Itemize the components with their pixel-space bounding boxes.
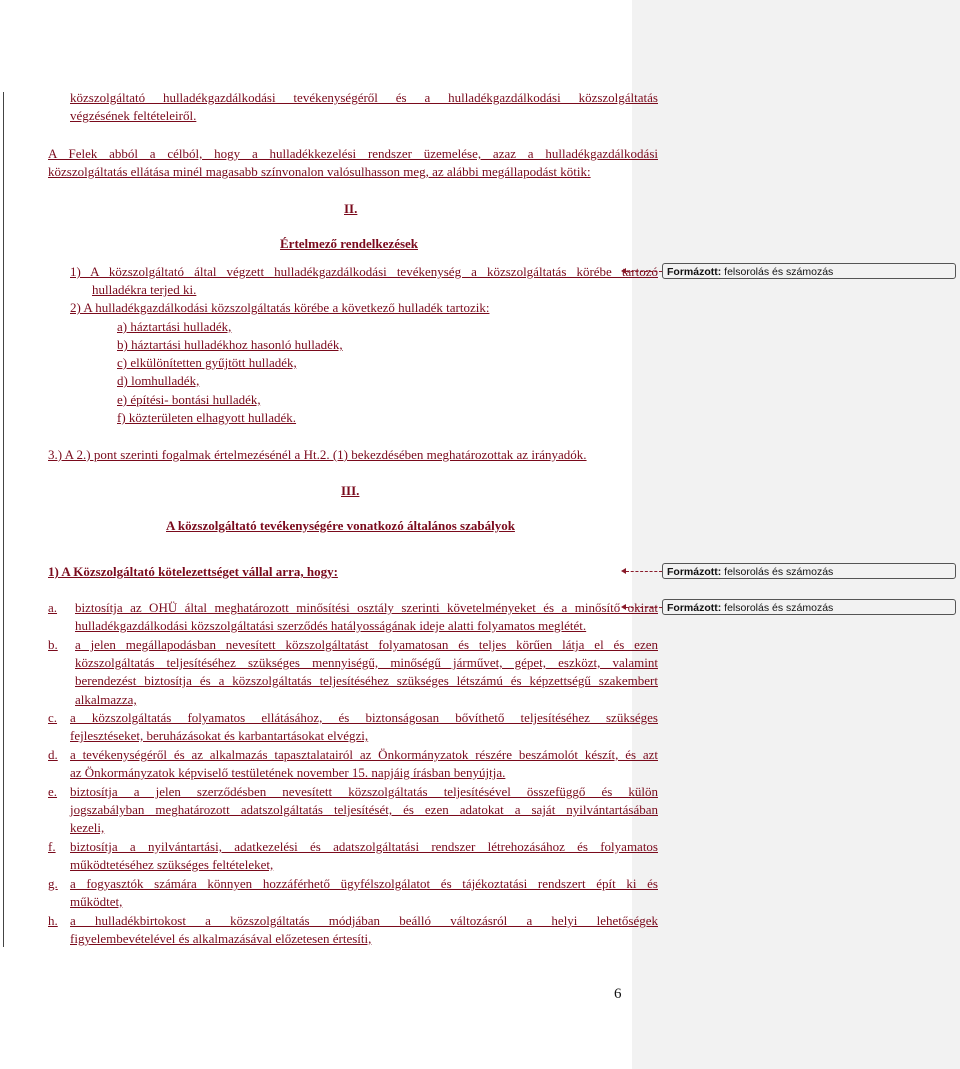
waste-type-f: f) közterületen elhagyott hulladék. xyxy=(117,410,297,425)
intro-paragraph-line-1: A Felek abból a célból, hogy a hulladékkezelési rendszer üzemelése, azaz a hulladékgazdálkodási xyxy=(48,146,658,161)
comment-margin xyxy=(632,0,960,1069)
obligation-b-line-2: közszolgáltatás teljesítéséhez szükséges mennyiségű, minőségű járművet, gépet, eszközt, valamint xyxy=(75,655,658,670)
definition-item-2: 2) A hulladékgazdálkodási közszolgáltatás körébe a következő hulladék tartozik: xyxy=(70,300,490,315)
format-comment-balloon[interactable] xyxy=(662,263,956,279)
obligation-c-line-1: a közszolgáltatás folyamatos ellátásához, és biztonságosan bővíthető teljesítéséhez szükséges xyxy=(70,710,658,725)
definition-item-1-line-2: hulladékra terjed ki. xyxy=(92,282,197,297)
section-2-title: Értelmező rendelkezések xyxy=(280,236,419,251)
obligation-g-letter: g. xyxy=(48,876,58,891)
comment-label: Formázott: xyxy=(667,602,722,614)
obligation-e-line-3: kezeli, xyxy=(70,820,105,835)
obligation-c-letter: c. xyxy=(48,710,58,725)
obligation-h-letter: h. xyxy=(48,913,58,928)
obligation-e-line-1: biztosítja a jelen szerződésben nevesített közszolgáltatás teljesítésével összefüggő és külön xyxy=(70,784,658,799)
comment-connector xyxy=(626,607,662,608)
obligation-g-line-2: működtet, xyxy=(70,894,123,909)
waste-type-d: d) lomhulladék, xyxy=(117,373,200,388)
comment-label: Formázott: xyxy=(667,266,722,278)
intro-line-2: végzésének feltételeiről. xyxy=(70,108,197,123)
obligation-b-line-4: alkalmazza, xyxy=(75,692,137,707)
comment-text: felsorolás és számozás xyxy=(724,602,834,614)
obligation-f-line-2: működtetéséhez szükséges feltételeket, xyxy=(70,857,274,872)
waste-type-c: c) elkülönítetten gyűjtött hulladék, xyxy=(117,355,297,370)
connector-arrow-icon xyxy=(621,268,626,274)
comment-connector xyxy=(626,571,662,572)
intro-line-1: közszolgáltató hulladékgazdálkodási tevékenységéről és a hulladékgazdálkodási közszolgáltatás xyxy=(70,90,658,105)
intro-paragraph-line-2: közszolgáltatás ellátása minél magasabb színvonalon valósulhasson meg, az alábbi megállapodást kötik: xyxy=(48,164,591,179)
obligation-g-line-1: a fogyasztók számára könnyen hozzáférhető ügyfélszolgálatot és tájékoztatási rendszert épít ki és xyxy=(70,876,658,891)
obligation-a-line-1: biztosítja az OHÜ által meghatározott minősítési osztály szerinti követelményeket és a minősítő okirat xyxy=(75,600,658,615)
obligation-d-line-2: az Önkormányzatok képviselő testületének november 15. napjáig írásban benyújtja. xyxy=(70,765,506,780)
page-number: 6 xyxy=(614,986,622,1002)
definition-item-3: 3.) A 2.) pont szerinti fogalmak értelmezésénél a Ht.2. (1) bekezdésében meghatározottak az irányadók. xyxy=(48,447,587,462)
obligation-f-letter: f. xyxy=(48,839,56,854)
connector-arrow-icon xyxy=(621,604,626,610)
section-3-title: A közszolgáltató tevékenységére vonatkozó általános szabályok xyxy=(166,518,515,533)
revision-bar xyxy=(3,92,4,947)
obligation-h-line-2: figyelembevételével és alkalmazásával előzetesen értesíti, xyxy=(70,931,372,946)
comment-text: felsorolás és számozás xyxy=(724,566,834,578)
obligation-d-letter: d. xyxy=(48,747,58,762)
waste-type-e: e) építési- bontási hulladék, xyxy=(117,392,261,407)
obligation-b-line-3: berendezést biztosítja és a közszolgáltatás teljesítéséhez szükséges létszámú és képzettségű szakembert xyxy=(75,673,658,688)
obligation-c-line-2: fejlesztéseket, beruházásokat és karbantartásokat elvégzi, xyxy=(70,728,369,743)
comment-connector xyxy=(626,271,662,272)
format-comment-balloon[interactable] xyxy=(662,599,956,615)
obligation-f-line-1: biztosítja a nyilvántartási, adatkezelési és adatszolgáltatási rendszer létrehozásához és folyamatos xyxy=(70,839,658,854)
definition-item-1-line-1: 1) A közszolgáltató által végzett hulladékgazdálkodási tevékenység a közszolgáltatás körébe tartozó xyxy=(70,264,658,279)
obligation-a-line-2: hulladékgazdálkodási közszolgáltatási szerződés hatályosságának ideje alatti folyamatos meglétét. xyxy=(75,618,587,633)
waste-type-a: a) háztartási hulladék, xyxy=(117,319,232,334)
obligation-h-line-1: a hulladékbirtokost a közszolgáltatás módjában beálló változásról a helyi lehetőségek xyxy=(70,913,658,928)
obligation-b-letter: b. xyxy=(48,637,58,652)
comment-label: Formázott: xyxy=(667,566,722,578)
connector-arrow-icon xyxy=(621,568,626,574)
waste-type-b: b) háztartási hulladékhoz hasonló hulladék, xyxy=(117,337,343,352)
obligation-d-line-1: a tevékenységéről és az alkalmazás tapasztalatairól az Önkormányzatok részére beszámolót készít, és azt xyxy=(70,747,658,762)
obligation-a-letter: a. xyxy=(48,600,58,615)
obligation-b-line-1: a jelen megállapodásban nevesített közszolgáltatást folyamatosan és teljes körűen látja el és ezen xyxy=(75,637,658,652)
format-comment-balloon[interactable] xyxy=(662,563,956,579)
obligation-e-line-2: jogszabályban meghatározott adatszolgáltatás teljesítését, és ezen adatokat a saját nyilvántartásában xyxy=(70,802,658,817)
section-2-number: II. xyxy=(344,201,358,216)
comment-text: felsorolás és számozás xyxy=(724,266,834,278)
section-3-number: III. xyxy=(341,483,360,498)
obligation-e-letter: e. xyxy=(48,784,58,799)
obligations-heading: 1) A Közszolgáltató kötelezettséget vállal arra, hogy: xyxy=(48,564,338,579)
